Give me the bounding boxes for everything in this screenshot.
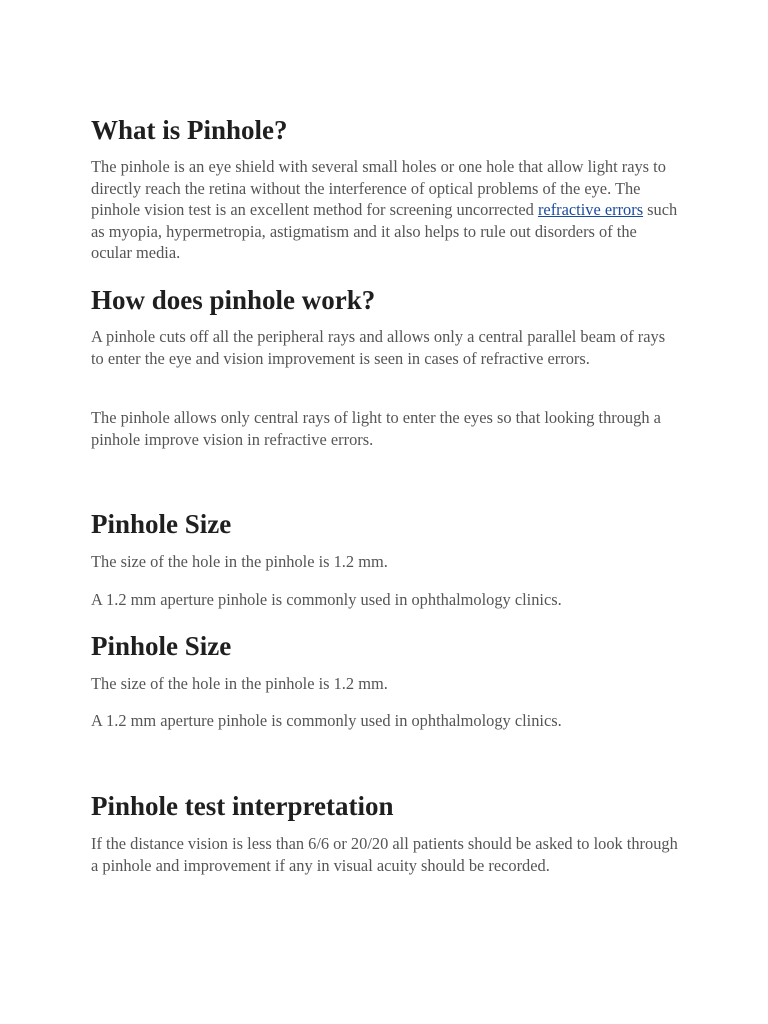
paragraph-text: The pinhole is an eye shield with several small holes or one hole that allow light rays to directly reach the retina without the interference of optical problems of the eye. The pinhole vision test is an excellent method for screening uncorrected: [91, 157, 666, 220]
paragraph-hole-size: The size of the hole in the pinhole is 1.2 mm.: [91, 552, 388, 571]
refractive-errors-link[interactable]: refractive errors: [537, 200, 644, 220]
heading-how-does-pinhole-work: How does pinhole work?: [91, 285, 376, 315]
heading-pinhole-size: Pinhole Size: [91, 509, 232, 539]
heading-pinhole-test-interpretation: Pinhole test interpretation: [91, 791, 394, 821]
paragraph-aperture-usage-repeat: A 1.2 mm aperture pinhole is commonly used in ophthalmology clinics.: [91, 711, 562, 730]
paragraph-test-interpretation: If the distance vision is less than 6/6 or 20/20 all patients should be asked to look through a pinhole and improvement if any in visual acuity should be recorded.: [91, 834, 678, 875]
paragraph-aperture-usage: A 1.2 mm aperture pinhole is commonly used in ophthalmology clinics.: [91, 590, 562, 609]
paragraph-pinhole-mechanism: A pinhole cuts off all the peripheral rays and allows only a central parallel beam of rays to enter the eye and vision improvement is seen in cases of refractive errors.: [91, 327, 666, 368]
paragraph-hole-size-repeat: The size of the hole in the pinhole is 1.2 mm.: [91, 674, 388, 693]
heading-what-is-pinhole: What is Pinhole?: [91, 115, 288, 145]
paragraph-pinhole-definition: [91, 156, 681, 264]
paragraph-central-rays: The pinhole allows only central rays of light to enter the eyes so that looking through a pinhole improve vision in refractive errors.: [91, 408, 661, 449]
paragraph-text: such as myopia, hypermetropia, astigmatism and it also helps to rule out disorders of the ocular media.: [91, 200, 678, 263]
heading-pinhole-size-repeat: Pinhole Size: [91, 631, 232, 661]
